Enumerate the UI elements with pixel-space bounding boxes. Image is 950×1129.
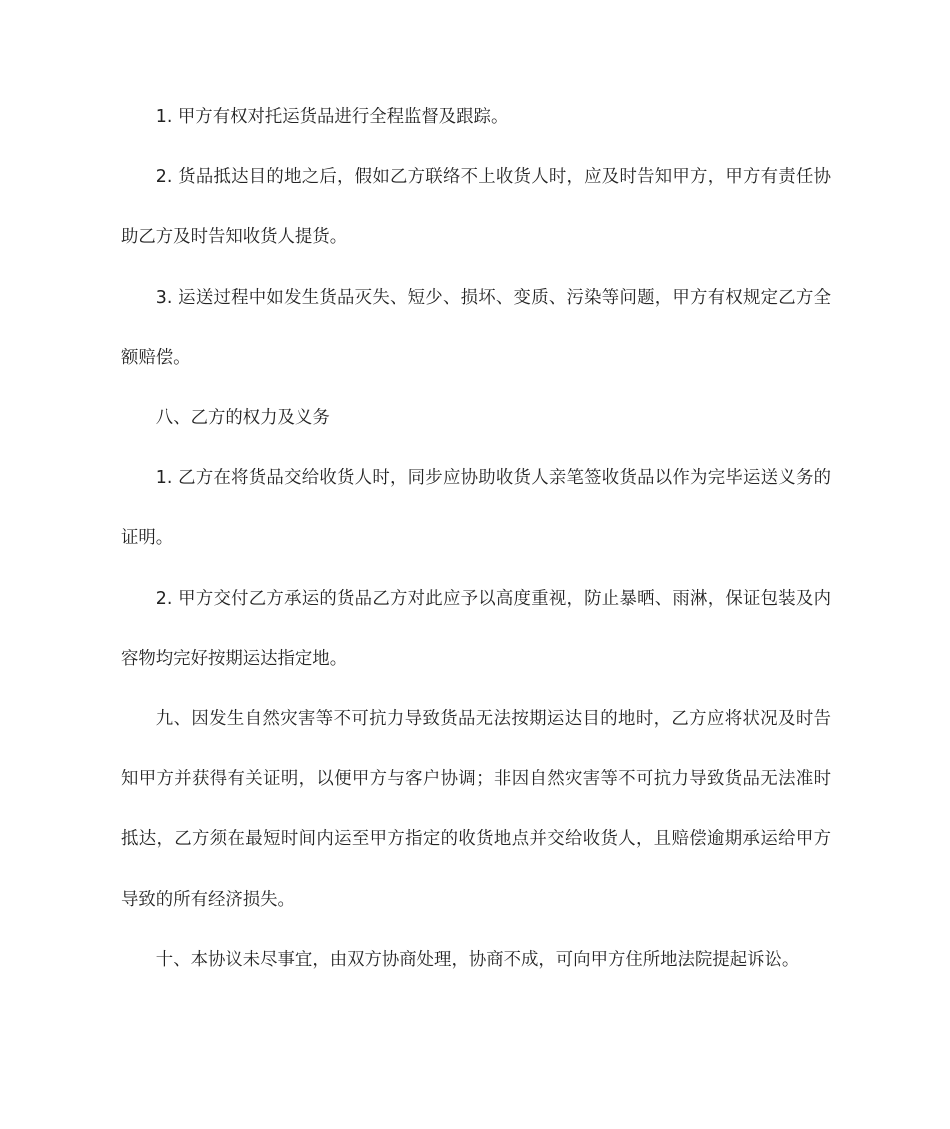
section-9-paragraph: 九、因发生自然灾害等不可抗力导致货品无法按期运达目的地时，乙方应将状况及时告知甲方并获得有关证明，以便甲方与客户协调；非因自然灾害等不可抗力导致货品无法准时抵达，乙方须在最短时间内运至甲方指定的收货地点并交给收货人，且赔偿逾期承运给甲方导致的所有经济损失。 [121,709,831,910]
clause-7-3-paragraph: 3. 运送过程中如发生货品灭失、短少、损坏、变质、污染等问题，甲方有权规定乙方全额赔偿。 [121,287,831,368]
clause-7-2-paragraph: 2. 货品抵达目的地之后，假如乙方联络不上收货人时，应及时告知甲方，甲方有责任协助乙方及时告知收货人提货。 [121,167,831,248]
clause-8-2-paragraph: 2. 甲方交付乙方承运的货品乙方对此应予以高度重视，防止暴晒、雨淋，保证包装及内容物均完好按期运达指定地。 [121,588,831,669]
clause-7-1-paragraph: 1. 甲方有权对托运货品进行全程监督及跟踪。 [155,107,509,127]
clause-8-1-paragraph: 1. 乙方在将货品交给收货人时，同步应协助收货人亲笔签收货品以作为完毕运送义务的证明。 [121,468,831,549]
document-body [121,87,831,990]
section-10-paragraph: 十、本协议未尽事宜，由双方协商处理，协商不成，可向甲方住所地法院提起诉讼。 [155,949,800,970]
section-8-heading: 八、乙方的权力及义务 [155,408,330,429]
